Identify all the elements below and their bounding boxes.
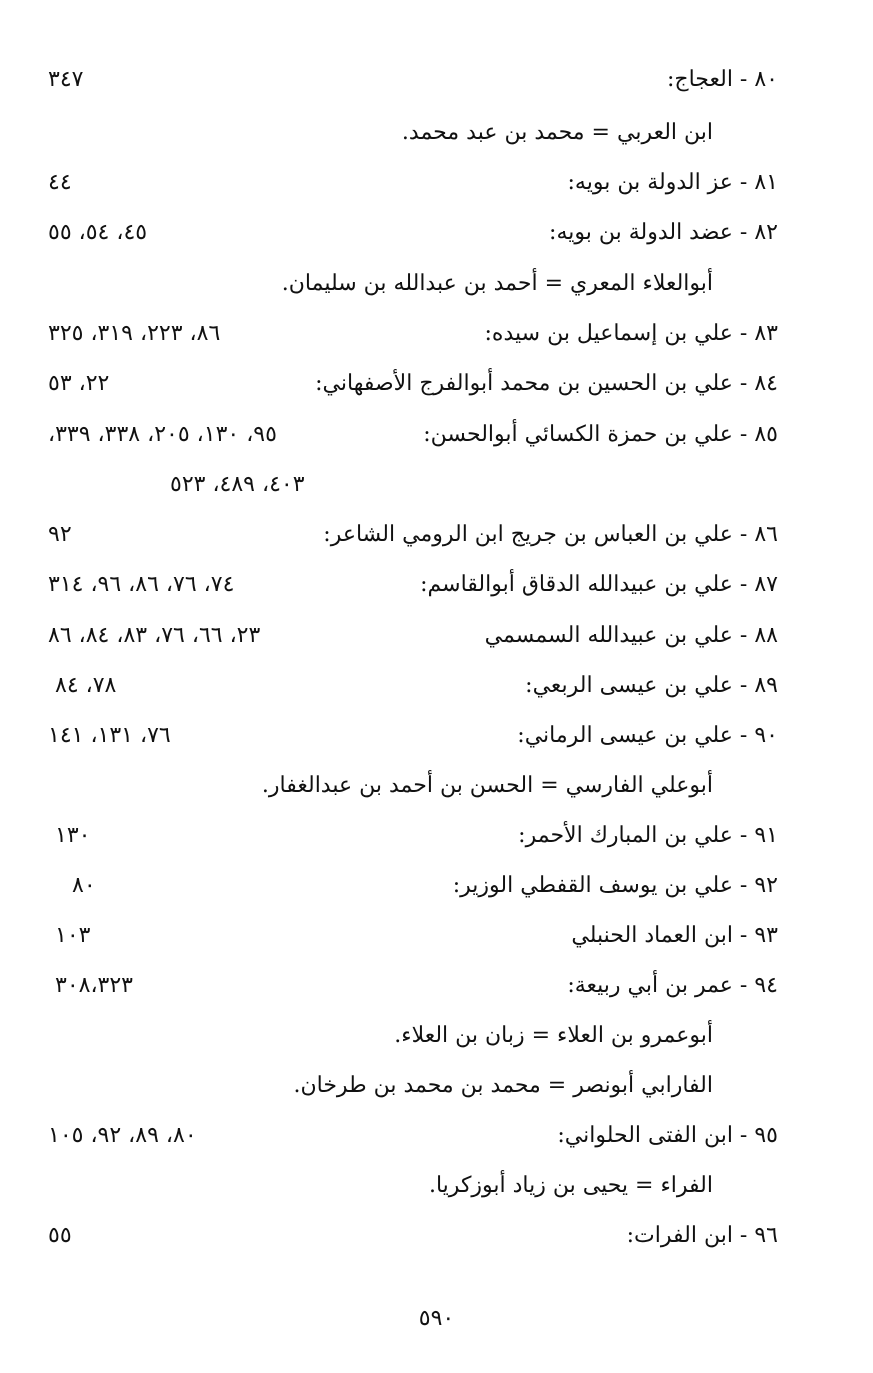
xref-abu-amr: أبوعمرو بن العلاء = زبان بن العلاء. <box>394 1023 713 1048</box>
entry-93-pages: ١٠٣ <box>55 923 91 948</box>
entry-91-pages: ١٣٠ <box>55 823 91 848</box>
entry-92-name: ٩٢ - علي بن يوسف القفطي الوزير: <box>452 873 778 898</box>
entry-94-name: ٩٤ - عمر بن أبي ربيعة: <box>567 973 778 998</box>
entry-85-pages-continued: ٤٠٣، ٤٨٩، ٥٢٣ <box>170 472 305 497</box>
entry-80-name: ٨٠ - العجاج: <box>666 67 778 92</box>
entry-86-name: ٨٦ - علي بن العباس بن جريج ابن الرومي الشاعر: <box>323 522 778 547</box>
entry-93-name: ٩٣ - ابن العماد الحنبلي <box>571 923 778 948</box>
entry-85-pages: ٩٥، ١٣٠، ٢٠٥، ٣٣٨، ٣٣٩، <box>48 422 277 447</box>
xref-ibn-alarabi: ابن العربي = محمد بن عبد محمد. <box>401 120 713 145</box>
xref-alfarabi: الفارابي أبونصر = محمد بن محمد بن طرخان. <box>293 1073 713 1098</box>
entry-83-pages: ٨٦، ٢٢٣، ٣١٩، ٣٢٥ <box>48 321 221 346</box>
entry-82-pages: ٤٥، ٥٤، ٥٥ <box>48 220 148 245</box>
entry-96-name: ٩٦ - ابن الفرات: <box>626 1223 778 1248</box>
entry-89-name: ٨٩ - علي بن عيسى الربعي: <box>525 673 778 698</box>
entry-87-name: ٨٧ - علي بن عبيدالله الدقاق أبوالقاسم: <box>420 572 778 597</box>
entry-88-pages: ٢٣، ٦٦، ٧٦، ٨٣، ٨٤، ٨٦ <box>48 623 261 648</box>
entry-81-pages: ٤٤ <box>48 170 72 195</box>
entry-94-pages: ٣٠٨،٣٢٣ <box>55 973 133 998</box>
entry-80-pages: ٣٤٧ <box>48 67 84 92</box>
entry-95-name: ٩٥ - ابن الفتى الحلواني: <box>557 1123 778 1148</box>
entry-84-pages: ٢٢، ٥٣ <box>48 371 110 396</box>
entry-84-name: ٨٤ - علي بن الحسين بن محمد أبوالفرج الأصفهاني: <box>315 371 778 396</box>
page-number: ٥٩٠ <box>418 1306 455 1331</box>
entry-82-name: ٨٢ - عضد الدولة بن بويه: <box>549 220 778 245</box>
xref-alfarra: الفراء = يحيى بن زياد أبوزكريا. <box>428 1173 713 1198</box>
entry-85-name: ٨٥ - علي بن حمزة الكسائي أبوالحسن: <box>423 422 778 447</box>
xref-abu-alala: أبوالعلاء المعري = أحمد بن عبدالله بن سليمان. <box>281 271 713 296</box>
entry-90-name: ٩٠ - علي بن عيسى الرماني: <box>517 723 778 748</box>
entry-95-pages: ٨٠، ٨٩، ٩٢، ١٠٥ <box>48 1123 197 1148</box>
xref-abu-ali-alfarisi: أبوعلي الفارسي = الحسن بن أحمد بن عبدالغفار. <box>261 773 713 798</box>
entry-88-name: ٨٨ - علي بن عبيدالله السمسمي <box>484 623 778 648</box>
entry-83-name: ٨٣ - علي بن إسماعيل بن سيده: <box>484 321 778 346</box>
entry-81-name: ٨١ - عز الدولة بن بويه: <box>567 170 778 195</box>
entry-91-name: ٩١ - علي بن المبارك الأحمر: <box>518 823 778 848</box>
entry-90-pages: ٧٦، ١٣١، ١٤١ <box>48 723 171 748</box>
entry-86-pages: ٩٢ <box>48 522 72 547</box>
entry-87-pages: ٧٤، ٧٦، ٨٦، ٩٦، ٣١٤ <box>48 572 235 597</box>
entry-89-pages: ٧٨، ٨٤ <box>55 673 117 698</box>
entry-96-pages: ٥٥ <box>48 1223 72 1248</box>
entry-92-pages: ٨٠ <box>72 873 96 898</box>
